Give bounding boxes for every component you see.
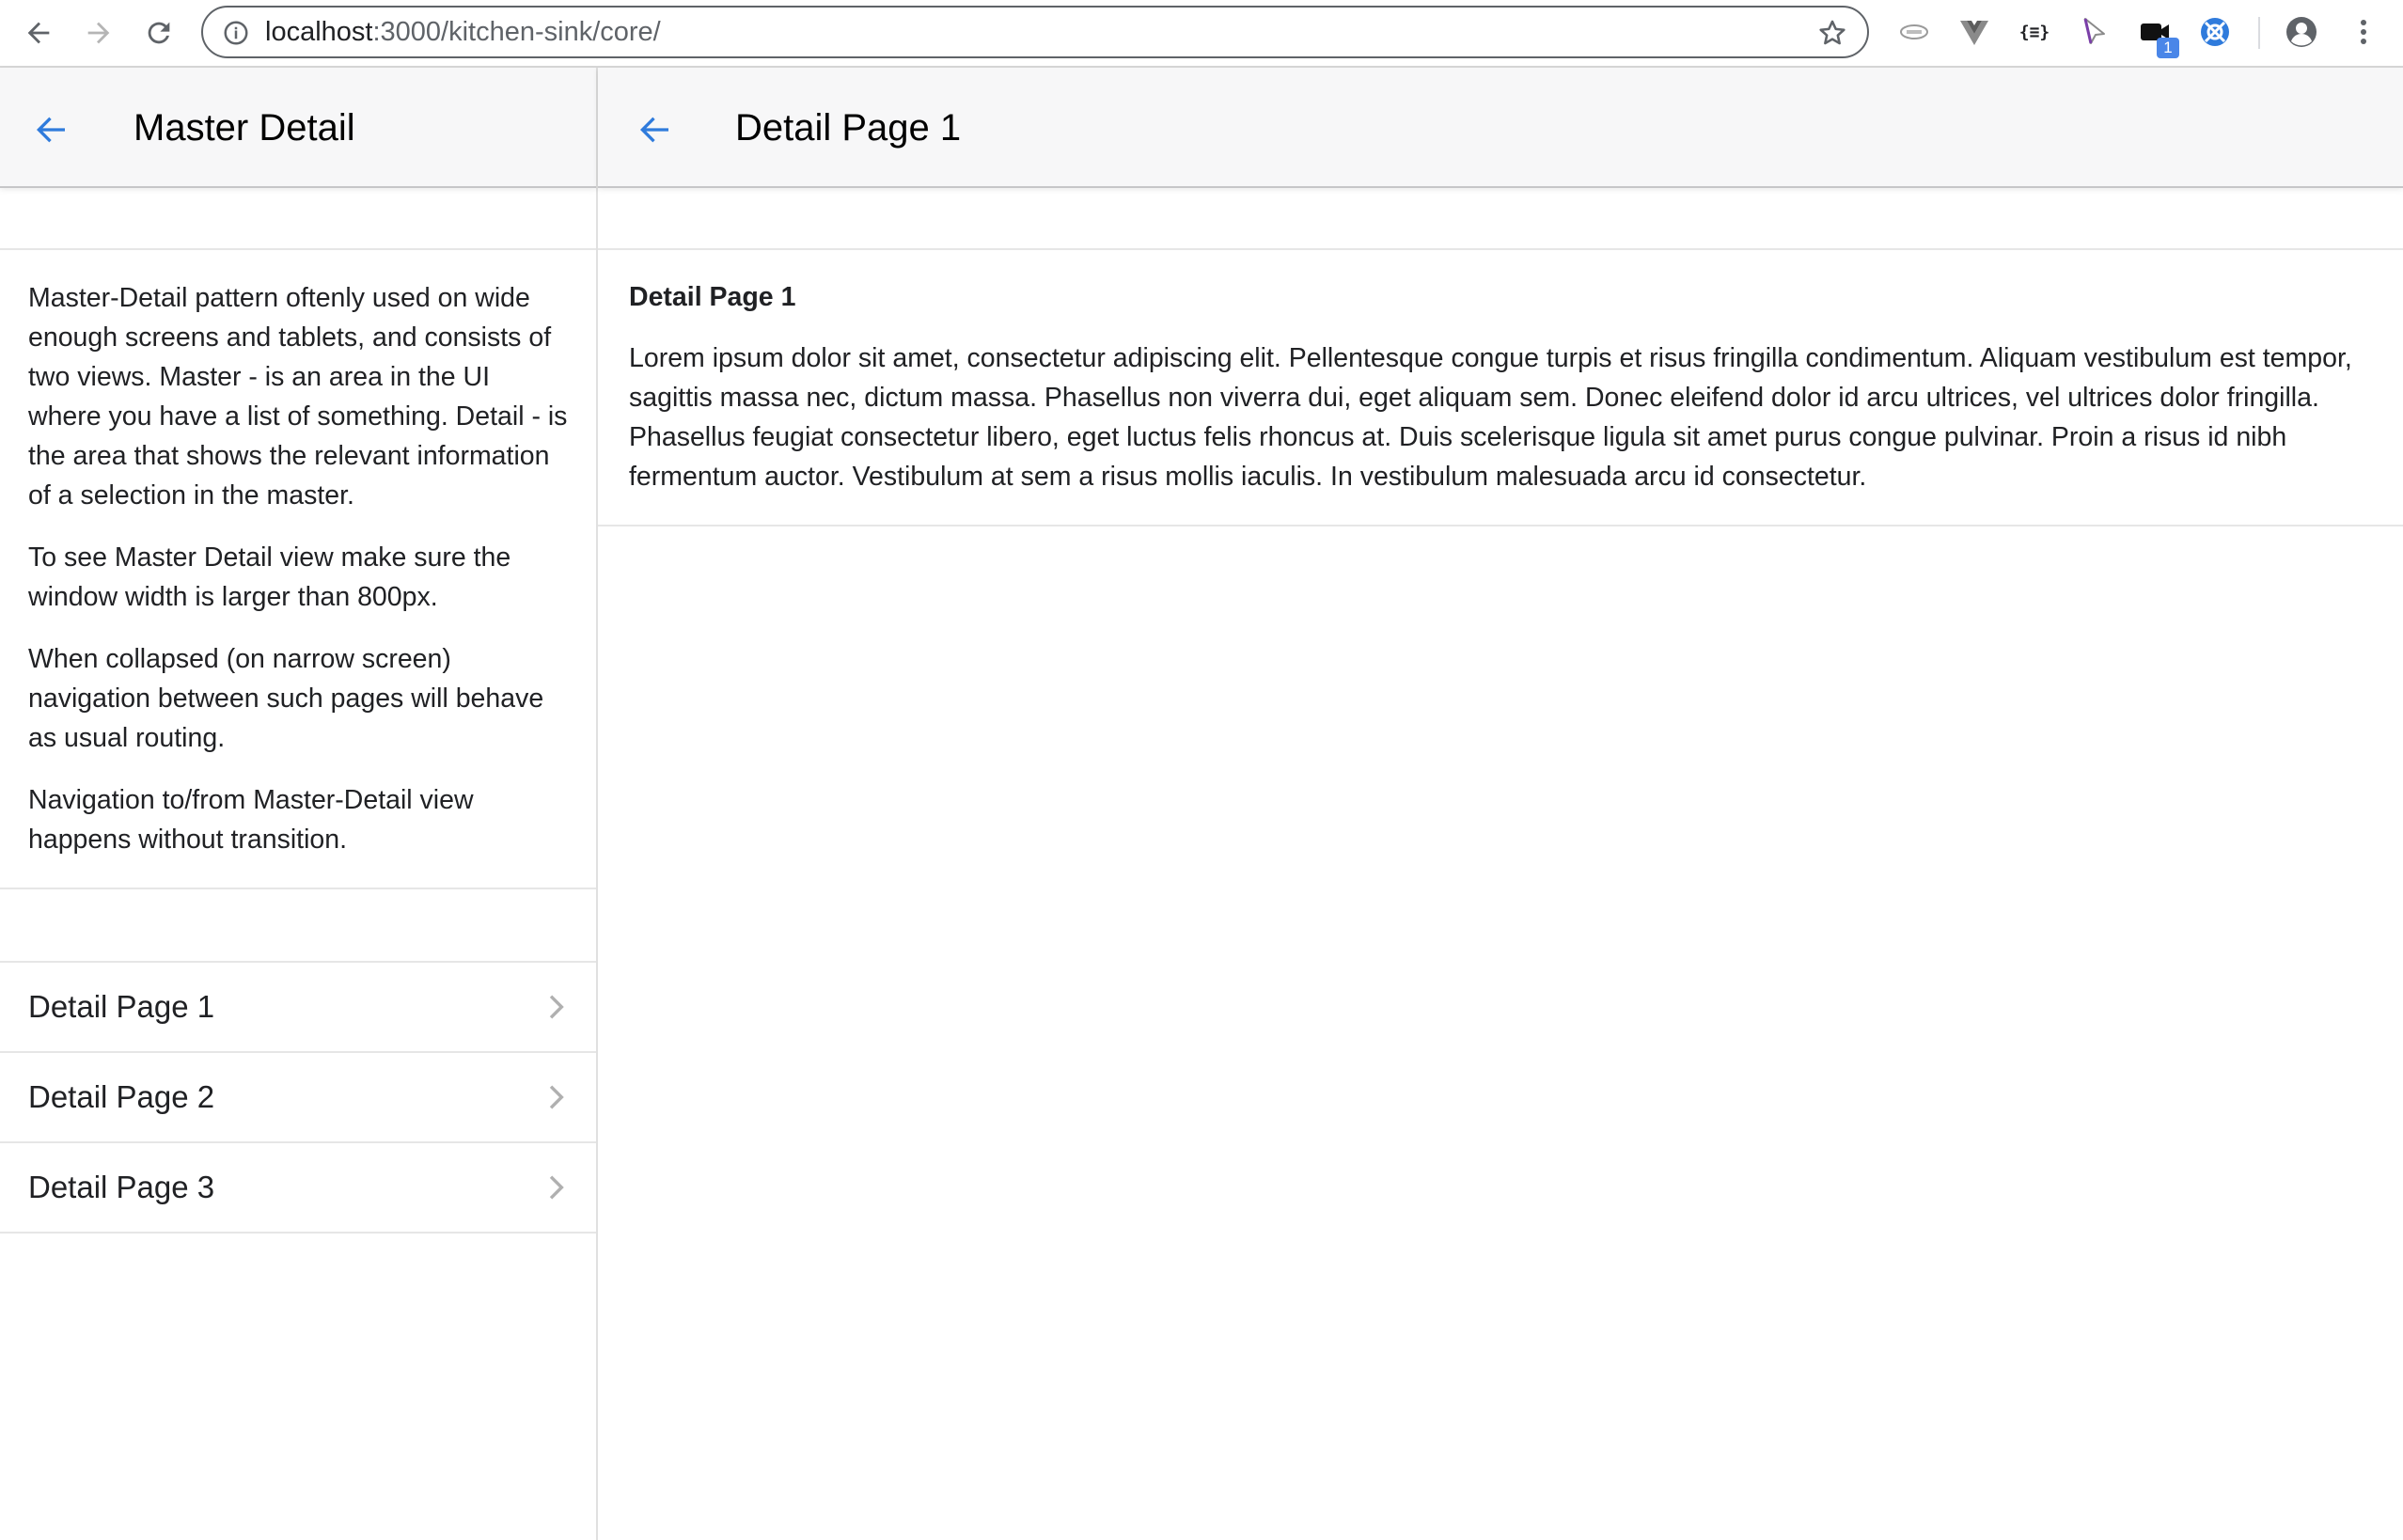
arrow-left-icon — [32, 111, 70, 149]
detail-title: Detail Page 1 — [735, 107, 962, 149]
browser-forward-button[interactable] — [77, 11, 120, 55]
image-extension-button[interactable] — [1895, 13, 1933, 51]
detail-view — [598, 68, 2403, 1540]
cursor-extension-icon — [2078, 15, 2112, 49]
video-extension-button[interactable] — [2136, 13, 2174, 56]
master-description — [0, 248, 596, 889]
master-title: Master Detail — [134, 107, 355, 149]
account-circle-icon — [2285, 15, 2318, 49]
list-item-detail-page-2[interactable] — [0, 1053, 596, 1143]
url-path: :3000/kitchen-sink/core/ — [372, 17, 661, 47]
video-extension-badge: 1 — [2157, 38, 2179, 58]
description-paragraph: When collapsed (on narrow screen) navigation between such pages will behave as usual routing. — [28, 644, 544, 753]
detail-body: Lorem ipsum dolor sit amet, consectetur adipiscing elit. Pellentesque congue turpis et risus fringilla condimentum. Aliquam vestibulum est tempor, sagittis massa nec, dictum massa. Phasellus non viverra dui, eget aliquam sem. Donec eleifend dolor id arcu ultrices, vel ultrices dolor fringilla. Phasellus feugiat consectetur libero, eget luctus felis rhoncus at. Duis scelerisque ligula sit amet purus congue pulvinar. Proin a risus id nibh fermentum auctor. Vestibulum at sem a risus mollis iaculis. In vestibulum malesuada arcu id consectetur. — [629, 343, 2352, 492]
description-paragraph: Master-Detail pattern oftenly used on wide enough screens and tablets, and consists of two views. Master - is an area in the UI where you have a list of something. Detail - is the area that shows the relevant information of a selection in the master. — [28, 283, 568, 511]
list-item-label: Detail Page 1 — [28, 989, 215, 1024]
reload-icon — [143, 17, 175, 49]
list-item-detail-page-3[interactable] — [0, 1143, 596, 1234]
list-item-label: Detail Page 3 — [28, 1170, 215, 1204]
profile-button[interactable] — [2283, 13, 2320, 51]
arrow-right-icon — [83, 17, 115, 49]
vue-devtools-button[interactable] — [1955, 13, 1993, 51]
address-url[interactable] — [265, 8, 661, 56]
blue-circle-extension-icon — [2198, 15, 2232, 49]
description-paragraph: Navigation to/from Master-Detail view happens without transition. — [28, 785, 474, 855]
detail-back-button[interactable] — [624, 100, 684, 160]
bookmark-star-icon[interactable] — [1816, 17, 1848, 49]
json-formatter-icon: {≡} — [2018, 22, 2050, 42]
browser-back-button[interactable] — [17, 11, 60, 55]
chevron-right-icon — [540, 991, 572, 1023]
json-formatter-button[interactable] — [2016, 13, 2053, 51]
app-root — [0, 68, 2403, 1540]
browser-menu-button[interactable] — [2345, 13, 2382, 51]
list-item-label: Detail Page 2 — [28, 1079, 215, 1114]
description-paragraph: To see Master Detail view make sure the window width is larger than 800px. — [28, 542, 511, 612]
detail-content — [598, 248, 2403, 526]
detail-navbar — [598, 68, 2403, 188]
url-host: localhost — [265, 17, 373, 47]
arrow-left-icon — [23, 17, 55, 49]
image-extension-icon — [1897, 15, 1931, 49]
detail-pages-list — [0, 961, 596, 1234]
more-vertical-icon — [2347, 15, 2380, 49]
detail-heading: Detail Page 1 — [629, 282, 796, 312]
blue-circle-extension-button[interactable] — [2196, 13, 2234, 51]
browser-reload-button[interactable] — [137, 11, 181, 55]
master-view — [0, 68, 598, 1540]
arrow-left-icon — [636, 111, 673, 149]
address-bar[interactable] — [201, 6, 1869, 58]
chevron-right-icon — [540, 1081, 572, 1113]
chevron-right-icon — [540, 1171, 572, 1203]
toolbar-divider — [2258, 17, 2260, 49]
master-back-button[interactable] — [21, 100, 81, 160]
list-item-detail-page-1[interactable] — [0, 963, 596, 1053]
info-icon[interactable] — [222, 19, 250, 47]
vue-devtools-icon — [1957, 15, 1991, 49]
cursor-extension-button[interactable] — [2076, 13, 2113, 51]
master-navbar — [0, 68, 596, 188]
browser-toolbar — [0, 0, 2403, 68]
